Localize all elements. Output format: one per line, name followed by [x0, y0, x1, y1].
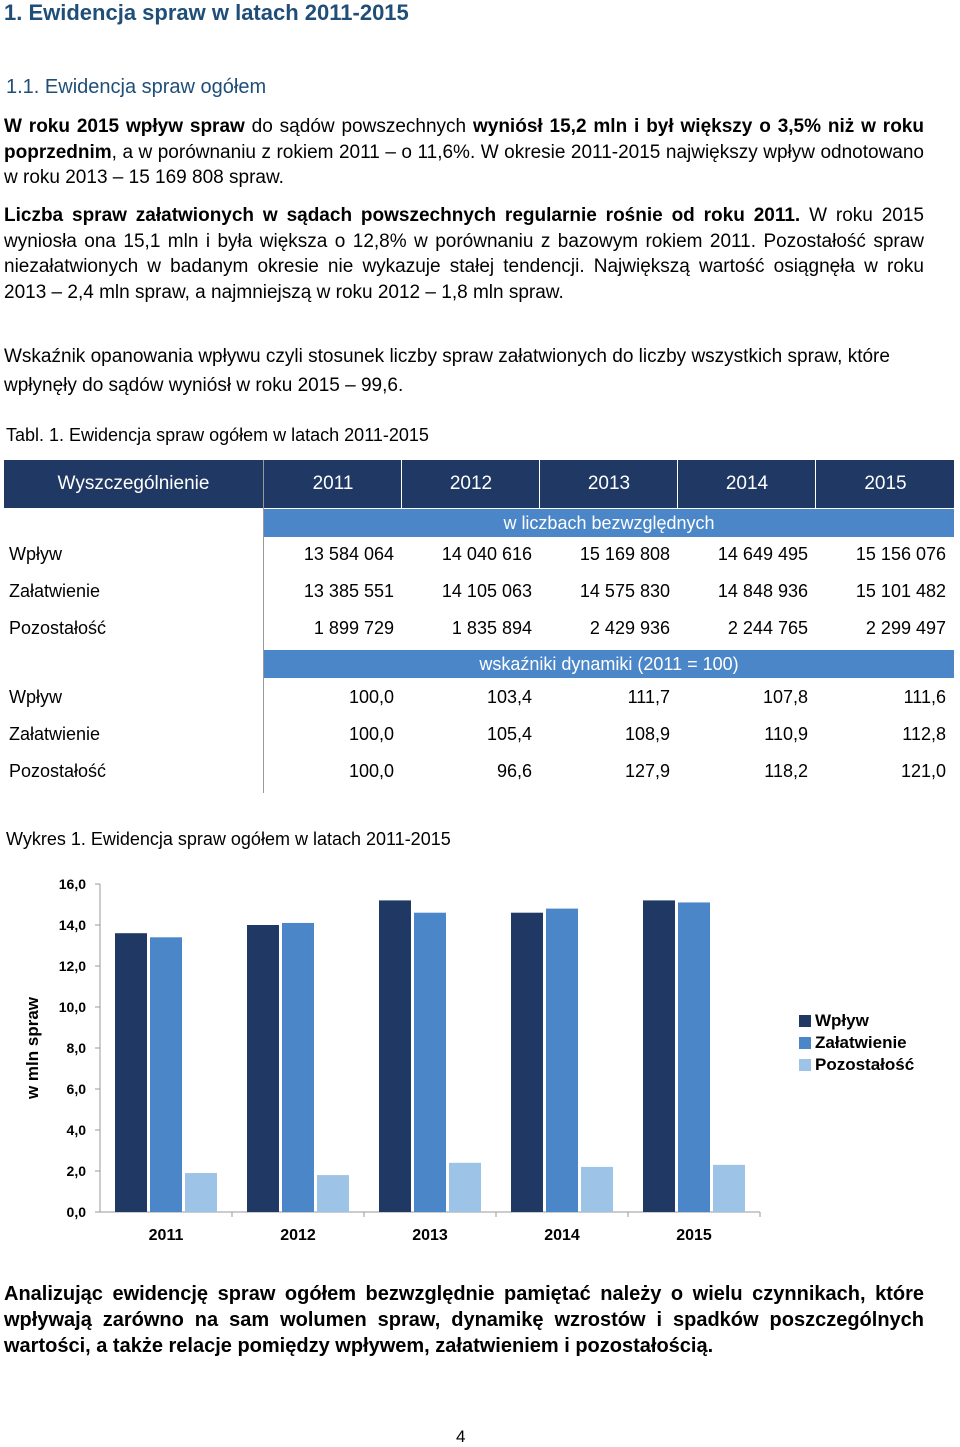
conclusion-paragraph: Analizując ewidencję spraw ogółem bezwzględnie pamiętać należy o wielu czynnikach, które wpływają zarówno na sam wolumen spraw, dynamikę wzrostów i spadków poszczególnych wartości, a także relacje pomiędzy wpływem, załatwieniem i pozostałością.	[4, 1283, 924, 1357]
cell: 14 575 830	[579, 581, 670, 601]
y-tick-label: 12,0	[58, 958, 86, 974]
legend-label: Załatwienie	[815, 1033, 907, 1052]
table-divider	[263, 460, 264, 793]
bar-pozostałość	[185, 1173, 217, 1212]
p1-text-b: do sądów powszechnych	[244, 116, 473, 137]
p2-text-d: Największą wartość osiągnęła w roku 2013 – 2,4 mln spraw, a najmniejszą w roku 2012 – 1,8 mln spraw.	[4, 256, 925, 303]
table-band-dynamics: wskaźniki dynamiki (2011 = 100)	[264, 650, 954, 678]
table-row	[4, 538, 954, 572]
cell: 96,6	[496, 761, 532, 781]
cell: 14 105 063	[441, 581, 532, 601]
table-row	[4, 681, 954, 715]
y-tick-label: 4,0	[66, 1122, 86, 1138]
legend-swatch	[799, 1059, 811, 1071]
table-caption: Tabl. 1. Ewidencja spraw ogółem w latach 2011-2015	[6, 425, 429, 445]
p1-bold-a: W roku 2015 wpływ spraw	[4, 116, 245, 137]
bar-wpływ	[379, 900, 411, 1212]
x-tick-label: 2014	[544, 1227, 580, 1244]
cell: 2 299 497	[865, 618, 946, 638]
table-row	[4, 755, 954, 789]
cell: 2 244 765	[727, 618, 808, 638]
row-label: Załatwienie	[9, 724, 101, 744]
cell: 15 156 076	[855, 544, 946, 564]
bar-załatwienie	[414, 913, 446, 1212]
p1-text-d: , a w porównaniu z rokiem 2011 – o 11,6%.	[111, 141, 476, 163]
cell: 111,6	[903, 687, 946, 707]
bar-pozostałość	[317, 1175, 349, 1212]
row-label: Pozostałość	[9, 618, 107, 638]
table-row	[4, 612, 954, 646]
chart-caption: Wykres 1. Ewidencja spraw ogółem w latach 2011-2015	[6, 829, 451, 849]
table-header-cell: Wyszczególnienie	[57, 473, 210, 494]
bar-wpływ	[511, 913, 543, 1212]
cell: 14 848 936	[717, 581, 808, 601]
table-header-cell: 2013	[539, 460, 678, 508]
table-header-cell: 2014	[677, 460, 816, 508]
y-tick-label: 8,0	[66, 1040, 86, 1056]
x-tick-label: 2011	[148, 1227, 184, 1244]
bar-pozostałość	[449, 1163, 481, 1212]
y-tick-label: 2,0	[66, 1163, 86, 1179]
table-header-row	[4, 460, 954, 508]
cell: 15 101 482	[855, 581, 946, 601]
page-number: 4	[456, 1427, 466, 1446]
bar-wpływ	[247, 925, 279, 1212]
p2-text-b: W roku 2015 wyniosła ona 15,1 mln i była większa o 12,8% w porównaniu z bazowym rokiem 2011.	[4, 205, 924, 252]
cell: 14 649 495	[717, 544, 808, 564]
cell: 107,8	[762, 687, 808, 707]
cell: 13 385 551	[303, 581, 394, 601]
cell: 100,0	[348, 761, 394, 781]
bar-wpływ	[643, 900, 675, 1212]
cell: 13 584 064	[303, 544, 394, 564]
legend-swatch	[799, 1015, 811, 1027]
bar-wpływ	[115, 933, 147, 1212]
y-tick-label: 0,0	[66, 1204, 86, 1220]
x-tick-label: 2015	[676, 1227, 712, 1244]
bar-załatwienie	[546, 909, 578, 1212]
cell: 110,9	[764, 724, 808, 744]
p2-text-c: Pozostałość spraw niezałatwionych w badanym okresie nie wykazuje stałej tendencji.	[4, 230, 924, 277]
cell: 14 040 616	[441, 544, 532, 564]
cell: 105,4	[486, 724, 532, 744]
y-tick-label: 16,0	[58, 876, 86, 892]
chart-container	[4, 866, 954, 1256]
x-tick-label: 2012	[280, 1227, 316, 1244]
row-label: Załatwienie	[9, 581, 101, 601]
cell: 112,8	[902, 724, 946, 744]
y-tick-label: 10,0	[58, 999, 86, 1015]
bar-załatwienie	[678, 902, 710, 1212]
y-tick-label: 14,0	[58, 917, 86, 933]
cell: 1 899 729	[313, 618, 394, 638]
cell: 118,2	[764, 761, 808, 781]
table-band-absolute: w liczbach bezwzględnych	[264, 509, 954, 537]
row-label: Pozostałość	[9, 761, 107, 781]
cell: 100,0	[348, 687, 394, 707]
table-header-cell: 2012	[401, 460, 540, 508]
section-subheading: 1.1. Ewidencja spraw ogółem	[6, 76, 267, 98]
bar-pozostałość	[581, 1167, 613, 1212]
y-axis-label: w mln spraw	[23, 996, 42, 1100]
cell: 15 169 808	[579, 544, 670, 564]
bar-chart	[4, 866, 954, 1256]
legend-swatch	[799, 1037, 811, 1049]
cell: 103,4	[486, 687, 532, 707]
paragraph-inflow	[4, 114, 924, 191]
y-tick-label: 6,0	[66, 1081, 86, 1097]
legend-label: Pozostałość	[815, 1055, 915, 1074]
table-header-cell: 2015	[815, 460, 955, 508]
x-tick-label: 2013	[412, 1227, 448, 1244]
p2-bold-a: Liczba spraw załatwionych w sądach powszechnych regularnie rośnie od roku 2011.	[4, 205, 801, 226]
cell: 111,7	[627, 687, 670, 707]
bar-załatwienie	[282, 923, 314, 1212]
p1-bold-c: wyniósł 15,2 mln i był większy o 3,5% niż w roku poprzednim	[4, 116, 924, 163]
table-row	[4, 575, 954, 609]
table-row	[4, 718, 954, 752]
page-heading: 1. Ewidencja spraw w latach 2011-2015	[4, 0, 409, 25]
row-label: Wpływ	[9, 544, 62, 564]
bar-pozostałość	[713, 1165, 745, 1212]
cell: 2 429 936	[589, 618, 670, 638]
bar-załatwienie	[150, 937, 182, 1212]
paragraph-indicator: Wskaźnik opanowania wpływu czyli stosunek liczby spraw załatwionych do liczby wszystkich spraw, które wpłynęły do sądów wyniósł w roku 2015 – 99,6.	[4, 346, 890, 396]
cell: 121,0	[900, 761, 946, 781]
row-label: Wpływ	[9, 687, 62, 707]
legend-label: Wpływ	[815, 1011, 869, 1030]
table-header-cell: 2011	[263, 460, 402, 508]
cell: 108,9	[624, 724, 670, 744]
paragraph-resolved	[4, 203, 924, 305]
cell: 1 835 894	[451, 618, 532, 638]
cell: 100,0	[348, 724, 394, 744]
p1-text-e: W okresie 2011-2015 największy wpływ odnotowano w roku 2013 – 15 169 808 spraw.	[4, 141, 925, 188]
cell: 127,9	[624, 761, 670, 781]
